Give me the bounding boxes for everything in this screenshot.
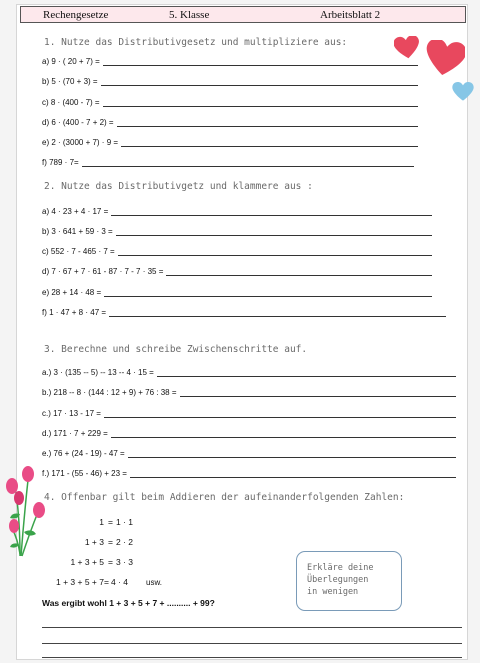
writing-line[interactable] (42, 657, 462, 658)
task-3c[interactable] (42, 407, 456, 419)
task-3d-expression: d.) 171 · 7 + 229 = (42, 429, 108, 438)
writing-line[interactable] (42, 627, 462, 628)
equals-sign: = (108, 517, 113, 527)
task-2f[interactable] (42, 306, 446, 318)
answer-line[interactable] (109, 316, 446, 317)
header-grade: 5. Klasse (169, 9, 210, 21)
worksheet-header (20, 6, 466, 23)
answer-line[interactable] (104, 417, 456, 418)
equation-left: 1 + 3 + 5 + 7 (56, 577, 104, 587)
header-subject: Rechengesetze (43, 9, 109, 21)
answer-line[interactable] (117, 126, 418, 127)
roses-icon (2, 462, 48, 558)
answer-line[interactable] (103, 65, 418, 66)
task-1d-expression: d) 6 · (400 - 7 + 2) = (42, 118, 114, 127)
task-1c-expression: c) 8 · (400 - 7) = (42, 98, 100, 107)
answer-line[interactable] (82, 166, 414, 167)
answer-line[interactable] (166, 275, 432, 276)
answer-line[interactable] (111, 437, 456, 438)
equation-left: 1 + 3 + 5 (70, 557, 104, 567)
section-2-title: 2. Nutze das Distributivgetz und klammere aus : (44, 181, 313, 192)
answer-line[interactable] (101, 85, 418, 86)
usw-label: usw. (146, 578, 163, 587)
heart-icon (425, 40, 465, 78)
section-4-title: 4. Offenbar gilt beim Addieren der aufeinanderfolgenden Zahlen: (44, 492, 405, 503)
answer-line[interactable] (111, 215, 432, 216)
writing-line[interactable] (42, 643, 462, 644)
task-3b-expression: b.) 218 -- 8 · (144 : 12 + 9) + 76 : 38 = (42, 388, 177, 397)
task-2b[interactable] (42, 225, 432, 237)
task-1e-expression: e) 2 · (3000 + 7) · 9 = (42, 138, 119, 147)
answer-line[interactable] (116, 235, 432, 236)
task-2a[interactable] (42, 205, 432, 217)
task-1a[interactable] (42, 55, 418, 67)
task-2e-expression: e) 28 + 14 · 48 = (42, 288, 102, 297)
task-3c-expression: c.) 17 · 13 - 17 = (42, 409, 101, 418)
heart-icon (394, 36, 420, 60)
answer-line[interactable] (104, 296, 432, 297)
equation-right: 3 · 3 (116, 557, 134, 567)
equation-right: 1 · 1 (116, 517, 134, 527)
task-1c[interactable] (42, 96, 418, 108)
note-line: Erkläre deine (307, 563, 374, 573)
equals-sign: = (104, 577, 109, 587)
task-1f-expression: f) 789 · 7= (42, 158, 79, 167)
answer-line[interactable] (130, 477, 456, 478)
equation-right: 4 · 4 (111, 577, 129, 587)
task-2c[interactable] (42, 245, 432, 257)
equation-left: 1 + 3 (84, 537, 104, 547)
explain-note-box (296, 551, 402, 611)
task-1b-expression: b) 5 · (70 + 3) = (42, 77, 98, 86)
note-line: Überlegungen (307, 575, 369, 585)
task-1f[interactable] (42, 156, 414, 168)
equation-right: 2 · 2 (116, 537, 134, 547)
equals-sign: = (108, 557, 113, 567)
task-1d[interactable] (42, 116, 418, 128)
task-2d[interactable] (42, 265, 432, 277)
equation-left: 1 (99, 517, 104, 527)
heart-icon (452, 82, 474, 102)
answer-line[interactable] (121, 146, 418, 147)
task-2e[interactable] (42, 286, 432, 298)
task-3f-expression: f.) 171 - (55 - 46) + 23 = (42, 469, 127, 478)
task-3e-expression: e.) 76 + (24 - 19) - 47 = (42, 449, 125, 458)
task-3f[interactable] (42, 467, 456, 479)
task-1b[interactable] (42, 75, 418, 87)
note-line: in wenigen (307, 587, 359, 597)
answer-line[interactable] (103, 106, 418, 107)
equals-sign: = (108, 537, 113, 547)
answer-line[interactable] (118, 255, 432, 256)
task-3e[interactable] (42, 447, 456, 459)
task-1e[interactable] (42, 136, 418, 148)
task-3a-expression: a.) 3 · (135 -- 5) -- 13 -- 4 · 15 = (42, 368, 154, 377)
section-1-title: 1. Nutze das Distributivgesetz und multipliziere aus: (44, 37, 348, 48)
answer-line[interactable] (180, 396, 456, 397)
task-2c-expression: c) 552 · 7 - 465 · 7 = (42, 247, 115, 256)
answer-line[interactable] (157, 376, 456, 377)
task-3a[interactable] (42, 366, 456, 378)
task-2b-expression: b) 3 · 641 + 59 · 3 = (42, 227, 113, 236)
section-3-title: 3. Berechne und schreibe Zwischenschritte auf. (44, 344, 308, 355)
question-sum: Was ergibt wohl 1 + 3 + 5 + 7 + .......... + 99? (42, 598, 215, 608)
task-2a-expression: a) 4 · 23 + 4 · 17 = (42, 207, 109, 216)
task-2d-expression: d) 7 · 67 + 7 · 61 - 87 · 7 - 7 · 35 = (42, 267, 164, 276)
header-sheet: Arbeitsblatt 2 (320, 9, 381, 21)
task-2f-expression: f) 1 · 47 + 8 · 47 = (42, 308, 107, 317)
answer-line[interactable] (128, 457, 456, 458)
task-3d[interactable] (42, 427, 456, 439)
task-1a-expression: a) 9 · ( 20 + 7) = (42, 57, 100, 66)
task-3b[interactable] (42, 386, 456, 398)
